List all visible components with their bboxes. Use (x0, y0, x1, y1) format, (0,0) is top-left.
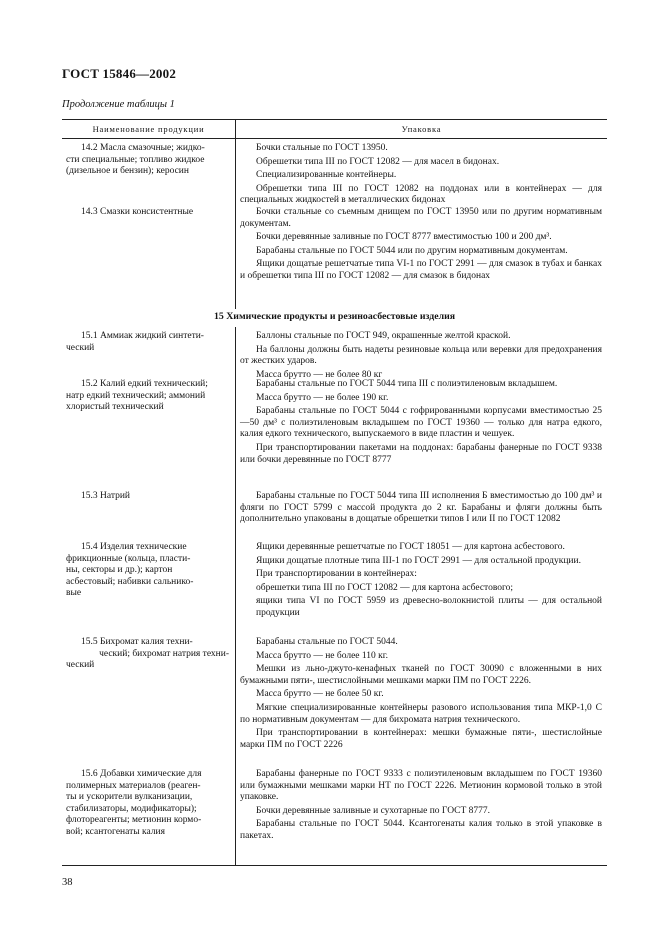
packaging-paragraph: Обрешетки типа III по ГОСТ 12082 на поддонах или в контейнерах — для специальных жидкостей в металлических бидонах (240, 183, 602, 206)
packaging-paragraph: обрешетки типа III по ГОСТ 12082 — для картона асбестового; (256, 582, 514, 593)
standard-number: ГОСТ 15846—2002 (62, 66, 177, 81)
packaging-paragraph: ящики типа VI по ГОСТ 5959 из древесно-волокнистой плиты — для остальной продукции (256, 596, 602, 618)
packaging-cell (240, 637, 602, 753)
column-header-packaging: Упаковка (401, 124, 442, 134)
product-name-line: ты и ускорители вулканизации, (66, 792, 193, 803)
product-name-line: (дизельное и бензин); керосин (66, 166, 189, 177)
column-divider (235, 327, 236, 865)
packaging-cell (240, 143, 602, 209)
packaging-paragraph: При транспортировании в контейнерах: (256, 569, 417, 580)
packaging-cell (240, 379, 602, 468)
product-name-line: флотореагенты; метионин кормо- (66, 815, 202, 826)
product-name-line: ческий (66, 342, 95, 353)
product-name-line: хлористый технический (66, 402, 164, 413)
product-name-line: ческий (66, 660, 95, 671)
packaging-paragraph: При транспортировании пакетами на поддонах: барабаны фанерные по ГОСТ 9338 или бочки деревянные по ГОСТ 8777 (240, 442, 602, 465)
product-name-line: фрикционные (кольца, пласти- (66, 553, 191, 564)
page-number: 38 (62, 877, 73, 888)
product-name-cell (66, 769, 229, 839)
packaging-paragraph: Обрешетки типа III по ГОСТ 12082 — для масел в бидонах. (256, 156, 500, 167)
packaging-paragraph: Ящики дощатые плотные типа III-1 по ГОСТ 2991 — для остальной продукции. (256, 555, 581, 566)
packaging-paragraph: Барабаны стальные по ГОСТ 5044 с гофрированными корпусами вместимостью 25—50 дм³ с полиэтиленовым вкладышем по ГОСТ 19360 — только для натра едкого, калия едкого технического, выпускаемого в виде пластин и чешуек. (240, 406, 602, 440)
product-name-line: полимерных материалов (реаген- (66, 780, 201, 791)
product-name-cell (66, 143, 229, 178)
product-name-line: сти специальные; топливо жидкое (66, 154, 205, 165)
packaging-paragraph: На баллоны должны быть надеты резиновые кольца или веревки для предохранения от жестких ударов. (240, 344, 602, 367)
header-bottom-rule (62, 138, 607, 139)
packaging-paragraph: Бочки стальные со съемным днищем по ГОСТ 13950 или по другим нормативным документам. (240, 207, 602, 229)
packaging-paragraph: Ящики деревянные решетчатые по ГОСТ 18051 — для картона асбестового. (256, 542, 565, 552)
packaging-cell (240, 491, 602, 528)
product-name-cell (66, 207, 229, 219)
packaging-paragraph: Мягкие специализированные контейнеры разового использования типа МКР-1,0 С по нормативным документам — для бихромата натрия технического. (240, 702, 602, 725)
packaging-cell (240, 331, 602, 383)
product-name-line: 15.6 Добавки химические для (81, 769, 202, 779)
product-name-line: 15.3 Натрий (81, 491, 131, 501)
product-name-line: 15.5 Бихромат калия техни- (81, 637, 193, 647)
packaging-cell (240, 542, 602, 622)
table-bottom-rule (62, 865, 607, 866)
packaging-paragraph: Барабаны фанерные по ГОСТ 9333 с полиэтиленовым вкладышем по ГОСТ 19360 или бумажными мешками марки НТ по ГОСТ 2226. Метионин кормовой только в этой упаковке. (240, 769, 602, 803)
packaging-paragraph: Масса брутто — не более 80 кг (256, 369, 383, 380)
product-name-line: 15.1 Аммиак жидкий синтети- (81, 331, 204, 341)
packaging-paragraph: Бочки стальные по ГОСТ 13950. (256, 143, 388, 153)
product-name-cell (66, 542, 229, 600)
column-divider (235, 139, 236, 309)
packaging-cell (240, 207, 602, 285)
packaging-paragraph: Мешки из льно-джуто-кенафных тканей по ГОСТ 30090 с вложенными в них бумажными пяти-, шестислойными мешками марки ПМ по ГОСТ 2226. (240, 664, 602, 686)
product-name-line: 15.4 Изделия технические (81, 542, 187, 552)
packaging-paragraph: Масса брутто — не более 110 кг. (256, 650, 388, 661)
product-name-cell (66, 379, 229, 414)
packaging-paragraph: Бочки деревянные заливные и сухотарные по ГОСТ 8777. (256, 805, 491, 816)
product-name-line: 14.3 Смазки консистентные (81, 207, 194, 217)
product-name-line: асбестовый; набивки сальнико- (66, 576, 194, 587)
packaging-paragraph: Ящики дощатые решетчатые типа VI-1 по ГОСТ 2991 — для смазок в тубах и банках и обрешетки типа III по ГОСТ 12082 — для смазок в бидонах (240, 259, 602, 281)
product-name-cell (66, 331, 229, 354)
product-name-line: ны, секторы и др.); картон (66, 565, 173, 576)
packaging-paragraph: Барабаны стальные по ГОСТ 5044 или по другим нормативным документам. (256, 245, 568, 256)
product-name-line: 15.2 Калий едкий технический; (81, 379, 208, 389)
packaging-paragraph: Барабаны стальные по ГОСТ 5044 типа III с полиэтиленовым вкладышем. (256, 379, 558, 389)
product-name-cell (66, 491, 229, 503)
column-header-product: Наименование продукции (92, 124, 205, 134)
product-name-cell (66, 637, 229, 672)
packaging-paragraph: Масса брутто — не более 190 кг. (256, 392, 389, 403)
product-name-line: стабилизаторы, модификаторы); (66, 803, 197, 814)
table-continuation-caption: Продолжение таблицы 1 (62, 99, 175, 110)
packaging-paragraph: Бочки деревянные заливные по ГОСТ 8777 вместимостью 100 и 200 дм³. (256, 232, 552, 243)
section-title: 15 Химические продукты и резиноасбестовые изделия (213, 311, 456, 322)
packaging-paragraph: Специализированные контейнеры. (256, 170, 397, 181)
product-name-line: вой; ксантогенаты калия (66, 826, 165, 837)
product-name-line: натр едкий технический; аммоний (66, 390, 206, 401)
product-name-line: 14.2 Масла смазочные; жидко- (81, 143, 205, 153)
product-name-line: ческий; бихромат натрия техни- (99, 648, 229, 659)
packaging-paragraph: Масса брутто — не более 50 кг. (256, 689, 384, 700)
packaging-paragraph: Барабаны стальные по ГОСТ 5044. (256, 637, 398, 647)
product-name-line: вые (66, 588, 82, 599)
packaging-paragraph: Барабаны стальные по ГОСТ 5044. Ксантогенаты калия только в этой упаковке в пакетах. (240, 819, 602, 841)
packaging-paragraph: Барабаны стальные по ГОСТ 5044 типа III исполнения Б вместимостью до 100 дм³ и фляги по ГОСТ 5799 с массой продукта до 2 кг. Барабаны и фляги должны быть дополнительно упакованы в дощатые обрешетки типов I или II по ГОСТ 12082 (240, 491, 602, 525)
packaging-cell (240, 769, 602, 845)
packaging-paragraph: При транспортировании в контейнерах: мешки бумажные пяти-, шестислойные марки ПМ по ГОСТ 2226 (240, 728, 602, 750)
packaging-paragraph: Баллоны стальные по ГОСТ 949, окрашенные желтой краской. (256, 331, 511, 341)
